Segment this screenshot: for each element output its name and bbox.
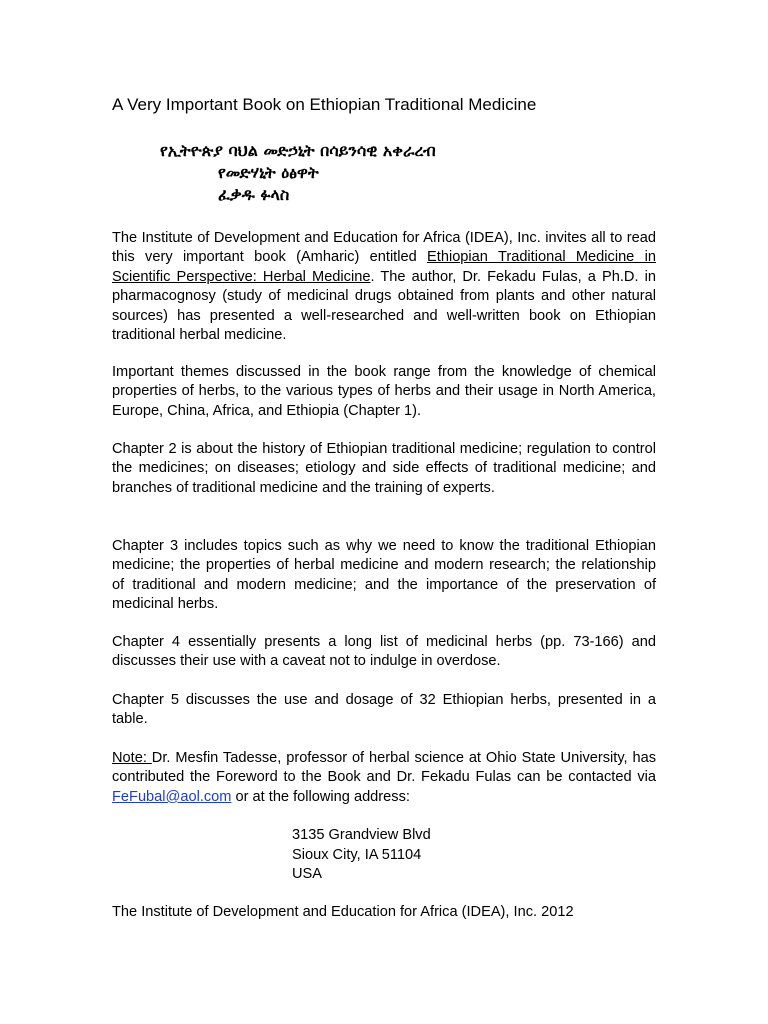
chapter-5-paragraph: Chapter 5 discusses the use and dosage of 32 Ethiopian herbs, presented in a table. xyxy=(112,692,656,728)
book-title-underlined: Ethiopian Traditional Medicine in Scientific Perspective: Herbal Medicine xyxy=(112,249,656,285)
mailing-address xyxy=(292,826,431,885)
document-title: A Very Important Book on Ethiopian Traditional Medicine xyxy=(112,95,537,114)
amharic-author: ፈቃዱ ፉላስ xyxy=(218,185,290,204)
note-paragraph xyxy=(112,749,656,807)
chapter-4-paragraph: Chapter 4 essentially presents a long list of medicinal herbs (pp. 73-166) and discusses their use with a caveat not to indulge in overdose. xyxy=(112,634,656,670)
chapter-2-paragraph: Chapter 2 is about the history of Ethiopian traditional medicine; regulation to control the medicines; on diseases; etiology and side effects of traditional medicine; and branches of traditional medicine and the training of experts. xyxy=(112,441,656,496)
footer-credit: The Institute of Development and Education for Africa (IDEA), Inc. 2012 xyxy=(112,904,574,920)
chapter-3-paragraph: Chapter 3 includes topics such as why we need to know the traditional Ethiopian medicine; the properties of herbal medicine and modern research; the relationship of traditional and modern medicine; and the importance of the preservation of medicinal herbs. xyxy=(112,538,656,613)
intro-text-b: . The author, Dr. Fekadu Fulas, a Ph.D. in pharmacognosy (study of medicinal drugs obtained from plants and other natural sources) has presented a well-researched and well-written book on Ethiopian traditional herbal medicine. xyxy=(112,268,656,344)
address-street: 3135 Grandview Blvd xyxy=(292,827,431,843)
intro-paragraph xyxy=(112,229,656,345)
amharic-subtitle: የመድሃኒት ዕፅዋት xyxy=(218,163,319,182)
email-link[interactable]: FeFubal@aol.com xyxy=(112,788,232,805)
note-label: Note: xyxy=(112,750,152,766)
address-city: Sioux City, IA 51104 xyxy=(292,846,422,863)
address-country: USA xyxy=(292,866,323,882)
note-text-a: Dr. Mesfin Tadesse, professor of herbal science at Ohio State University, has contributed the Foreword to the Book and Dr. Fekadu Fulas can be contacted via xyxy=(112,750,657,786)
note-text-b: or at the following address: xyxy=(231,788,410,805)
themes-paragraph: Important themes discussed in the book range from the knowledge of chemical properties of herbs, to the various types of herbs and their usage in North America, Europe, China, Africa, and Ethiopia (Chapter 1). xyxy=(112,364,656,419)
amharic-book-title: የኢትዮጵያ ባህል መድኃኒት በሳይንሳዊ አቀራረብ xyxy=(160,141,436,160)
intro-text-a: The Institute of Development and Education for Africa (IDEA), Inc. invites all to read this very important book (Amharic) entitled xyxy=(112,230,656,266)
